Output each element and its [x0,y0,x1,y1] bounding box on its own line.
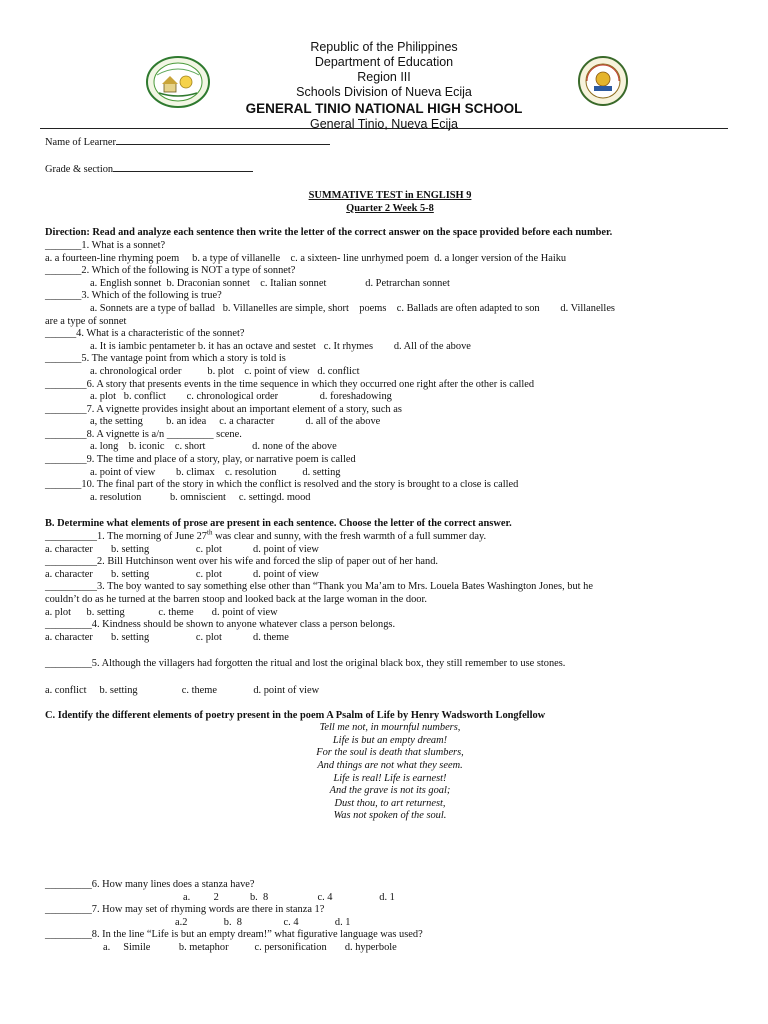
question-b3-cont: couldn’t do as he turned at the barren stoop and looked back at the large woman in the door. [45,594,427,605]
answer-blank[interactable]: __________ [45,556,97,568]
choices-a1: a. a fourteen-line rhyming poem b. a type of villanelle c. a sixteen- line unrhymed poem d. a longer version of the Haiku [45,252,567,264]
question-a8 [45,429,735,442]
question-text: 4. What is a characteristic of the sonnet? [76,328,245,340]
answer-blank[interactable]: ________ [45,454,87,466]
question-text: 3. The boy wanted to say something else other than “Thank you Ma’am to Mrs. Louela Bates Washington Jones, but he [96,581,593,593]
answer-blank[interactable]: ________ [45,378,87,390]
question-text: 3. Which of the following is true? [81,290,222,302]
question-b1 [45,528,735,544]
grade-section-line[interactable] [113,162,253,172]
learner-name-label: Name of Learner [45,137,116,148]
answer-blank[interactable]: __________ [45,531,97,543]
answer-blank[interactable]: _______ [45,265,82,277]
answer-blank[interactable]: _________ [45,878,92,890]
answer-blank[interactable]: ________ [45,403,87,415]
choices-a4: a. It is iambic pentameter b. it has an octave and sestet c. It rhymes d. All of the above [90,340,471,352]
question-text: 2. Bill Hutchinson went over his wife and forced the slip of paper out of her hand. [96,556,439,568]
choices-c6: a. 2 b. 8 c. 4 d. 1 [183,891,395,903]
poem-line: Was not spoken of the soul. [333,810,447,822]
question-a1 [45,240,735,253]
grade-section-label: Grade & section [45,163,114,175]
choices-a6: a. plot b. conflict c. chronological order d. foreshadowing [90,391,392,403]
question-text: 5. The vantage point from which a story is told is [81,353,286,365]
header-line-division: Schools Division of Nueva Ecija [296,85,472,99]
choices-a10: a. resolution b. omniscient c. settingd. mood [90,491,311,503]
poem-line: And things are not what they seem. [317,759,463,771]
choices-b5: a. conflict b. setting c. theme d. point of view [45,684,320,696]
answer-blank[interactable]: _______ [45,290,82,302]
question-b5 [45,658,735,671]
answer-blank[interactable]: _________ [45,929,92,941]
choices-b4: a. character b. setting c. plot d. theme [45,631,289,643]
question-text: 7. A vignette provides insight about an important element of a story, such as [86,403,402,415]
question-text: 8. In the line “Life is but an empty dream!” what figurative language was used? [91,929,423,941]
question-text: 4. Kindness should be shown to anyone whatever class a person belongs. [91,619,396,631]
choices-a3: a. Sonnets are a type of ballad b. Villanelles are simple, short poems c. Ballads are often adapted to son d. Villanelles [90,302,615,314]
question-text: 10. The final part of the story in which the conflict is resolved and the story is brought to a close is called [81,479,519,491]
question-a10 [45,479,735,492]
part-c-direction: C. Identify the different elements of poetry present in the poem A Psalm of Life by Henry Wadsworth Longfellow [45,709,546,721]
question-c8 [45,929,735,942]
question-b4 [45,619,735,632]
question-text: 7. How may set of rhyming words are there in stanza 1? [91,904,325,916]
poem-excerpt [45,722,735,823]
poem-line: Life is real! Life is earnest! [333,772,447,784]
answer-blank[interactable]: _________ [45,658,92,670]
question-a4 [45,328,735,341]
question-text: 9. The time and place of a story, play, or narrative poem is called [86,454,356,466]
poem-line: Tell me not, in mournful numbers, [319,722,461,734]
school-address: General Tinio, Nueva Ecija [310,117,458,131]
letterhead [0,40,768,132]
poem-line: For the soul is death that slumbers, [316,747,464,759]
school-name: GENERAL TINIO NATIONAL HIGH SCHOOL [245,101,523,116]
answer-blank[interactable]: ________ [45,428,87,440]
question-c6 [45,879,735,892]
choices-a7: a, the setting b. an idea c. a character d. all of the above [90,416,381,428]
answer-blank[interactable]: _______ [45,353,82,365]
choices-b2: a. character b. setting c. plot d. point of view [45,568,319,580]
choices-a5: a. chronological order b. plot c. point of view d. conflict [90,365,360,377]
answer-blank[interactable]: _________ [45,619,92,631]
question-text-cont: was clear and sunny, with the fresh warmth of a full summer day. [212,531,487,543]
learner-name-field[interactable] [45,135,735,150]
choices-a2: a. English sonnet b. Draconian sonnet c. Italian sonnet d. Petrarchan sonnet [90,277,450,289]
ordinal-suffix: th [207,528,213,537]
choices-b3: a. plot b. setting c. theme d. point of view [45,606,278,618]
learner-name-line[interactable] [116,135,330,145]
choices-c7: a.2 b. 8 c. 4 d. 1 [175,916,351,928]
header-line-department: Department of Education [314,55,454,69]
part-a-direction: Direction: Read and analyze each sentence then write the letter of the correct answer on the space provided before each number. [45,227,613,239]
choices-c8: a. Simile b. metaphor c. personification d. hyperbole [103,941,397,953]
question-b2 [45,556,735,569]
question-text: 1. The morning of June 27 [96,531,208,543]
question-a2 [45,265,735,278]
question-b3 [45,581,735,594]
question-a7 [45,404,735,417]
choices-b1: a. character b. setting c. plot d. point of view [45,543,319,555]
question-a6 [45,379,735,392]
header-line-region: Region III [357,70,411,84]
choices-a3-cont: are a type of sonnet [45,315,127,327]
question-text: 6. How many lines does a stanza have? [91,878,255,890]
poem-line: Dust thou, to art returnest, [334,797,446,809]
test-quarter: Quarter 2 Week 5-8 [346,202,434,214]
poem-line: And the grave is not its goal; [329,785,451,797]
answer-blank[interactable]: _______ [45,239,82,251]
question-c7 [45,904,735,917]
question-text: 2. Which of the following is NOT a type of sonnet? [81,265,296,277]
header-line-republic: Republic of the Philippines [310,40,458,54]
answer-blank[interactable]: ______ [45,328,77,340]
poem-line: Life is but an empty dream! [332,734,448,746]
grade-section-field[interactable] [45,162,735,177]
question-text: 5. Although the villagers had forgotten the ritual and lost the original black box, they still remember to use stones. [91,658,566,670]
question-text: 8. A vignette is a/n _________ scene. [86,428,242,440]
question-a3 [45,290,735,303]
school-seal-icon [145,55,211,109]
question-a9 [45,454,735,467]
question-a5 [45,353,735,366]
choices-a8: a. long b. iconic c. short d. none of the above [90,441,337,453]
answer-blank[interactable]: _______ [45,479,82,491]
part-b-direction: B. Determine what elements of prose are present in each sentence. Choose the letter of the correct answer. [45,518,512,530]
answer-blank[interactable]: __________ [45,581,97,593]
question-text: 6. A story that presents events in the time sequence in which they occurred one right after the other is called [86,378,535,390]
header-divider [40,128,728,129]
deped-seal-icon [577,55,629,107]
test-title: SUMMATIVE TEST in ENGLISH 9 [308,190,472,202]
choices-a9: a. point of view b. climax c. resolution d. setting [90,466,341,478]
question-text: 1. What is a sonnet? [81,239,166,251]
answer-blank[interactable]: _________ [45,904,92,916]
